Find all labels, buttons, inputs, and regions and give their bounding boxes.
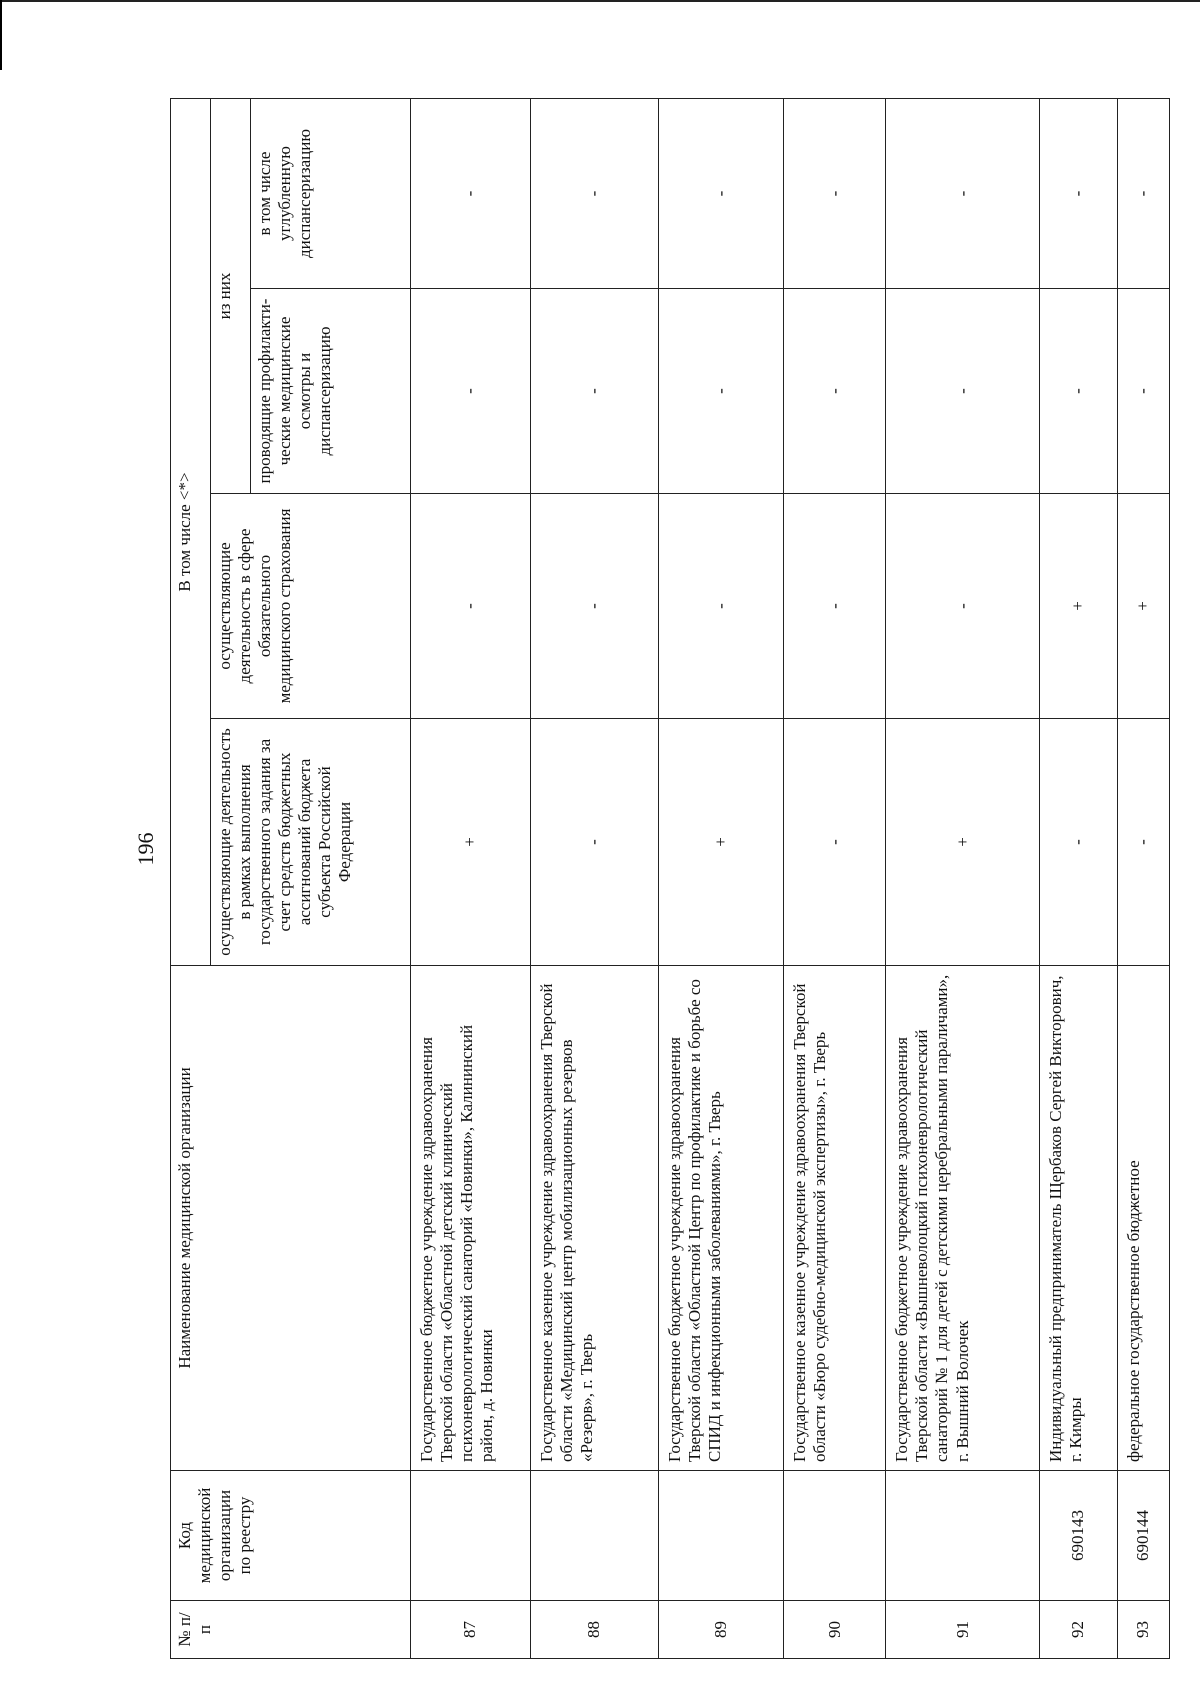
row-budget: + (658, 719, 784, 966)
row-code (886, 1471, 1039, 1601)
row-name: Индивидуальный предприниматель Щербаков Сергей Викторович, г. Кимры (1039, 966, 1117, 1471)
row-prof: - (530, 289, 658, 494)
row-name: Государственное казенное учреждение здравоохранения Тверской области «Медицинский центр мобилизационных резервов «Резерв», г. Тверь (530, 966, 658, 1471)
row-name: Государственное бюджетное учреждение здравоохранения Тверской области «Вышневолоцкий психоневрологический санаторий № 1 для детей с детскими церебральными параличами», г. Вышний Волочек (886, 966, 1039, 1471)
table-row (784, 99, 886, 1659)
row-oms: - (886, 494, 1039, 719)
header-including: В том числе <*> (171, 99, 211, 966)
row-num: 91 (886, 1601, 1039, 1659)
row-deep: - (886, 99, 1039, 289)
row-budget: - (1117, 719, 1169, 966)
scan-top-edge (0, 0, 1200, 2)
row-num: 87 (411, 1601, 531, 1659)
table-row (658, 99, 784, 1659)
row-name: Государственное бюджетное учреждение здравоохранения Тверской области «Областной детский клинический психоневрологический санаторий «Новинки», Калининский район, д. Новинки (411, 966, 531, 1471)
header-col-oms: осуществляющие деятельность в сфере обязательного медицинского страхования (211, 494, 411, 719)
row-num: 90 (784, 1601, 886, 1659)
row-code: 690143 (1039, 1471, 1117, 1601)
row-name: федеральное государственное бюджетное (1117, 966, 1169, 1471)
row-oms: - (530, 494, 658, 719)
table-row (530, 99, 658, 1659)
header-code: Код медицинской организации по реестру (171, 1471, 411, 1601)
row-num: 88 (530, 1601, 658, 1659)
row-budget: - (784, 719, 886, 966)
row-oms: - (658, 494, 784, 719)
row-deep: - (784, 99, 886, 289)
row-prof: - (886, 289, 1039, 494)
row-deep: - (658, 99, 784, 289)
header-col-deep: в том числе углубленную диспансеризацию (251, 99, 411, 289)
row-budget: + (886, 719, 1039, 966)
row-prof: - (784, 289, 886, 494)
header-num: № п/п (171, 1601, 411, 1659)
row-prof: - (411, 289, 531, 494)
row-oms: + (1039, 494, 1117, 719)
row-name: Государственное казенное учреждение здравоохранения Тверской области «Бюро судебно-медицинской экспертизы», г. Тверь (784, 966, 886, 1471)
row-oms: + (1117, 494, 1169, 719)
row-prof: - (658, 289, 784, 494)
row-deep: - (1039, 99, 1117, 289)
row-code (658, 1471, 784, 1601)
table-row (1039, 99, 1117, 1659)
row-oms: - (784, 494, 886, 719)
row-name: Государственное бюджетное учреждение здравоохранения Тверской области «Областной Центр по профилактике и борьбе со СПИД и инфекционными заболеваниями», г. Тверь (658, 966, 784, 1471)
row-prof: - (1039, 289, 1117, 494)
header-col-budget: осуществляющие деятельность в рамках выполнения государственного задания за счет средств бюджетных ассигнований бюджета субъекта Российской Федерации (211, 719, 411, 966)
table-row (411, 99, 531, 1659)
table-row (886, 99, 1039, 1659)
row-code: 690144 (1117, 1471, 1169, 1601)
header-col-prof: проводящие профилакти-ческие медицинские осмотры и диспансеризацию (251, 289, 411, 494)
row-deep: - (530, 99, 658, 289)
row-deep: - (1117, 99, 1169, 289)
scan-left-edge (0, 0, 2, 70)
row-code (784, 1471, 886, 1601)
row-code (411, 1471, 531, 1601)
header-name: Наименование медицинской организации (171, 966, 411, 1471)
row-budget: + (411, 719, 531, 966)
row-budget: - (1039, 719, 1117, 966)
medical-organizations-table (170, 98, 1170, 1659)
row-prof: - (1117, 289, 1169, 494)
row-num: 92 (1039, 1601, 1117, 1659)
row-deep: - (411, 99, 531, 289)
page-number: 196 (133, 832, 158, 866)
rotated-table-container (170, 99, 1170, 1659)
row-oms: - (411, 494, 531, 719)
row-code (530, 1471, 658, 1601)
row-num: 93 (1117, 1601, 1169, 1659)
header-of-them: из них (211, 99, 251, 494)
table-row (1117, 99, 1169, 1659)
row-num: 89 (658, 1601, 784, 1659)
row-budget: - (530, 719, 658, 966)
